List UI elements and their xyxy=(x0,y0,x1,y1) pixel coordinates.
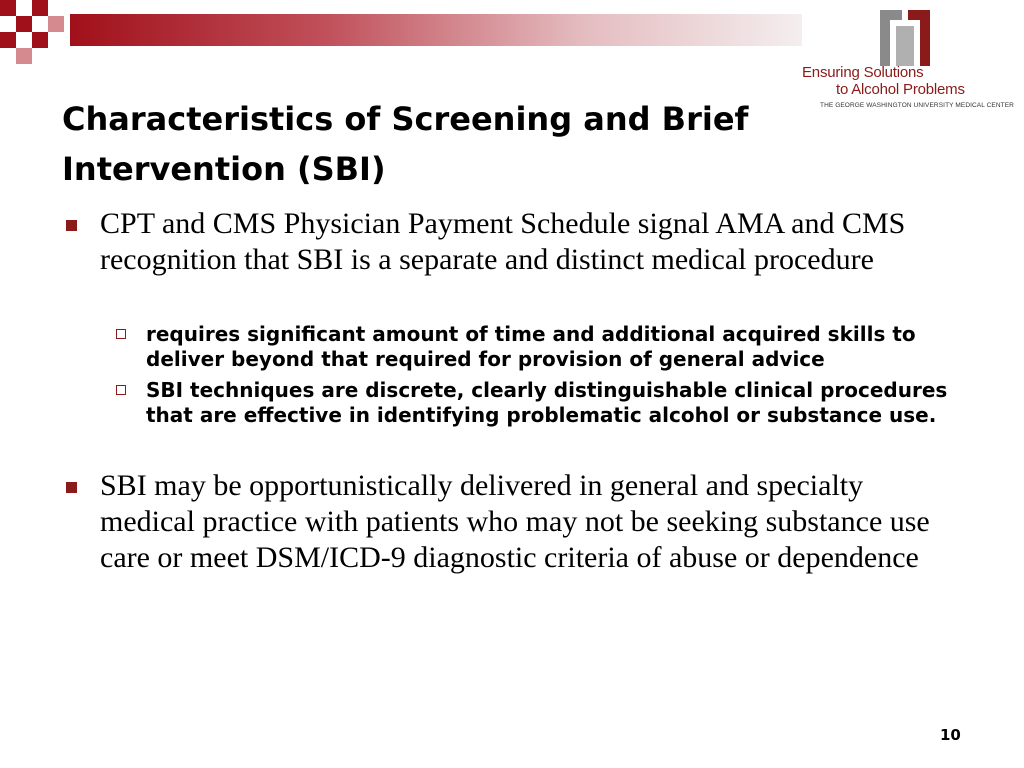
logo-text-line1: Ensuring Solutions xyxy=(802,64,924,81)
slide-content xyxy=(62,206,962,576)
logo-text-line2: to Alcohol Problems xyxy=(836,81,965,98)
bullet-text: CPT and CMS Physician Payment Schedule signal AMA and CMS recognition that SBI is a separate and distinct medical procedure xyxy=(100,207,906,276)
hollow-square-bullet-icon xyxy=(116,385,126,395)
sub-bullet-list xyxy=(114,322,962,428)
sub-bullet-text: requires significant amount of time and additional acquired skills to deliver beyond that required for provision of general advice xyxy=(146,322,916,371)
checker-pattern-decoration xyxy=(0,0,80,64)
bullet-item xyxy=(62,206,962,278)
bullet-item xyxy=(62,468,962,576)
logo-subtitle: THE GEORGE WASHINGTON UNIVERSITY MEDICAL CENTER xyxy=(820,102,1014,109)
square-bullet-icon xyxy=(66,220,77,231)
page-number: 10 xyxy=(940,726,961,744)
header-gradient-band xyxy=(70,14,802,46)
square-bullet-icon xyxy=(66,482,77,493)
sub-bullet-item xyxy=(114,322,962,372)
hollow-square-bullet-icon xyxy=(116,329,126,339)
sub-bullet-text: SBI techniques are discrete, clearly distinguishable clinical procedures that are effective in identifying problematic alcohol or substance use. xyxy=(146,378,948,427)
logo-arch-icon xyxy=(870,10,942,72)
sub-bullet-item xyxy=(114,378,962,428)
slide-title: Characteristics of Screening and Brief Intervention (SBI) xyxy=(62,100,749,188)
bullet-text: SBI may be opportunistically delivered in general and specialty medical practice with patients who may not be seeking substance use care or meet DSM/ICD-9 diagnostic criteria of abuse or dependence xyxy=(100,469,930,574)
